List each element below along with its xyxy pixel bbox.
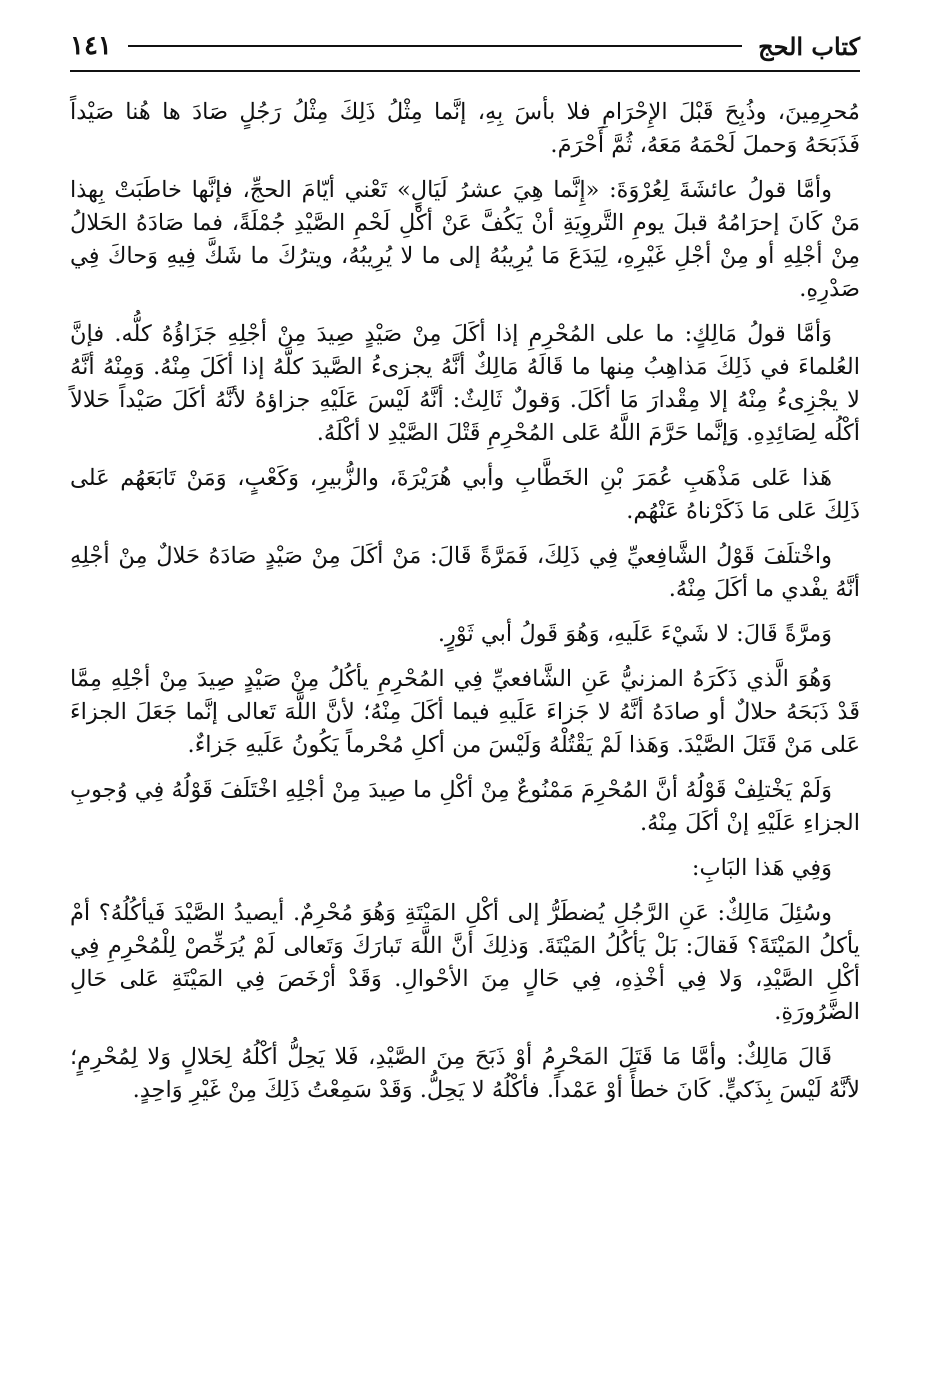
paragraph: وَهُوَ الَّذي ذَكَرَهُ المزنيُّ عَنِ الشَّافعيِّ فِي المُحْرِمِ يأكُلُ مِنْ صَيْدٍ صِيدَ مِنْ أجْلِهِ مِمَّا قَدْ ذَبَحَهُ حلالٌ أو صادَهُ أنَّهُ لا جَزاءَ عَلَيهِ فيما أكَلَ مِنْهُ؛ لأنَّ اللَّهَ تَعالى إنَّما جَعَلَ الجزاءَ عَلى مَنْ قَتَلَ الصَّيْدَ. وَهَذا لَمْ يَقْتُلْهُ وَلَيْسَ من أكلِ مُحْرماً يَكُونُ عَلَيهِ جَزاءٌ. xyxy=(70,666,860,758)
paragraph: قَالَ مَالِكٌ: وأمَّا مَا قَتَلَ المَحْرِمُ أوْ ذَبَحَ مِنَ الصَّيْدِ، فَلا يَحِلُّ أكْلُهُ لِحَلالٍ وَلا لِمُحْرِمٍ؛ لأنَّهُ لَيْسَ بِذَكيٍّ. كَانَ خطأً أوْ عَمْداً. فأكْلُهُ لا يَحِلُّ. وَقَدْ سَمِعْتُ ذَلِكَ مِنْ غَيْرِ وَاحِدٍ. xyxy=(70,1044,860,1103)
paragraph: هَذا عَلى مَذْهَبِ عُمَرَ بْنِ الخَطَّابِ وأبي هُرَيْرَةَ، والزُّبيرِ، وَكَعْبٍ، وَمَنْ تَابَعَهُم عَلى ذَلِكَ عَلى مَا ذَكَرْناهُ عَنْهُم. xyxy=(70,465,860,524)
paragraph: وَمرَّةً قَالَ: لا شَيْءَ عَلَيهِ، وَهُوَ قَولُ أبي ثَوْرٍ. xyxy=(437,621,832,647)
paragraph: واخْتلَفَ قَوْلُ الشَّافِعيِّ فِي ذَلِكَ، فَمَرَّةً قَالَ: مَنْ أكَلَ مِنْ صَيْدٍ صَادَهُ حَلالٌ مِنْ أجْلِهِ أنَّهُ يفْدي ما أكَلَ مِنْهُ. xyxy=(70,543,860,602)
book-title: كتاب الحج xyxy=(758,31,860,61)
paragraph: وأمَّا قولُ عائشَةَ لِعُرْوَةَ: «إِنَّما هِيَ عشرُ لَيَالٍ» تَعْني أيّامَ الحجِّ، فإنَّها خاطَبَتْ بِهذا مَنْ كَانَ إحرَامُهُ قبلَ يومِ التَّروِيَةِ أنْ يَكُفَّ عَنْ أكْلِ لَحْمِ الصَّيْدِ جُمْلَةً، فما صَادَهُ الحَلالُ مِنْ أجْلِهِ أو مِنْ أجْلِ غَيْرِهِ، لِيَدَعَ مَا يُرِيبُهُ إلى ما لا يُرِيبُهُ، ويترُكَ ما شَكَّ فِيهِ وَحاكَ فِي صَدْرِهِ. xyxy=(70,177,860,302)
book-page xyxy=(70,22,860,1367)
header-rule xyxy=(128,45,742,47)
paragraph: وَأمَّا قولُ مَالِكٍ: ما على المُحْرِمِ إذا أكَلَ مِنْ صَيْدٍ صِيدَ مِنْ أجْلِهِ جَزَاؤُهُ كلُّه. فإنَّ العُلماءَ في ذَلِكَ مَذاهِبُ مِنها ما قَالَهُ مَالِكٌ أنَّهُ يجزىءُ الصَّيدَ كلَّهُ إذا أكَلَ مِنْهُ. وَمِنْهُ أنَّهُ لا يجْزِىءُ مِنْهُ إلا مِقْدارَ مَا أكَلَ. وَقولٌ ثَالِثٌ: أنَّهُ لَيْسَ عَلَيْهِ جزاؤهُ لأنَّهُ أكَلَ صَيْداً حَلالاً أكْلُه لِصَائِدِهِ. وَإنَّما حَرَّمَ اللَّهُ عَلى المُحْرِمِ قَتْلَ الصَّيْدِ لا أكْلَهُ. xyxy=(70,321,860,446)
page-header xyxy=(70,22,860,72)
paragraph: مُحرِمِينَ، وذُبِحَ قَبْلَ الإِحْرَامِ فلا بأسَ بِهِ، إنَّما مِثْلُ ذَلِكَ مِثْلُ رَجُلٍ صَادَ ها هُنا صَيْداً فَذَبَحَهُ وَحملَ لَحْمَهُ مَعَهُ، ثُمَّ أَحْرَمَ. xyxy=(70,99,860,158)
paragraph: وَلَمْ يَخْتلِفْ قَوْلُهُ أنَّ المُحْرِمَ مَمْنُوعٌ مِنْ أكْلِ ما صِيدَ مِنْ أجْلِهِ اخْتَلَفَ قَوْلُهُ فِي وُجوبِ الجزاءِ عَلَيْهِ إنْ أكَلَ مِنْهُ. xyxy=(70,777,860,836)
page-body xyxy=(70,96,860,1107)
paragraph: وَفِي هَذا البَابِ: xyxy=(691,855,832,881)
page-number: ١٤١ xyxy=(70,31,112,61)
paragraph: وسُئِلَ مَالِكٌ: عَنِ الرَّجُلِ يُضطَرُّ إلى أكْلِ المَيْتَةِ وَهُوَ مُحْرِمٌ. أيصيدُ الصَّيْدَ فَيأكُلُهُ؟ أمْ يأكلُ المَيْتَةَ؟ فَقالَ: بَلْ يَأكُلُ المَيْتَةَ. وَذلِكَ أنَّ اللَّهَ تَبارَكَ وَتَعالى لَمْ يُرَخِّصْ لِلْمُحْرِمِ فِي أكْلِ الصَّيْدِ، وَلا فِي أخْذِهِ، فِي حَالٍ مِنَ الأحْوالِ. وَقَدْ أرْخَصَ فِي المَيْتَةِ عَلى حَالِ الضَّرُورَةِ. xyxy=(70,900,860,1025)
